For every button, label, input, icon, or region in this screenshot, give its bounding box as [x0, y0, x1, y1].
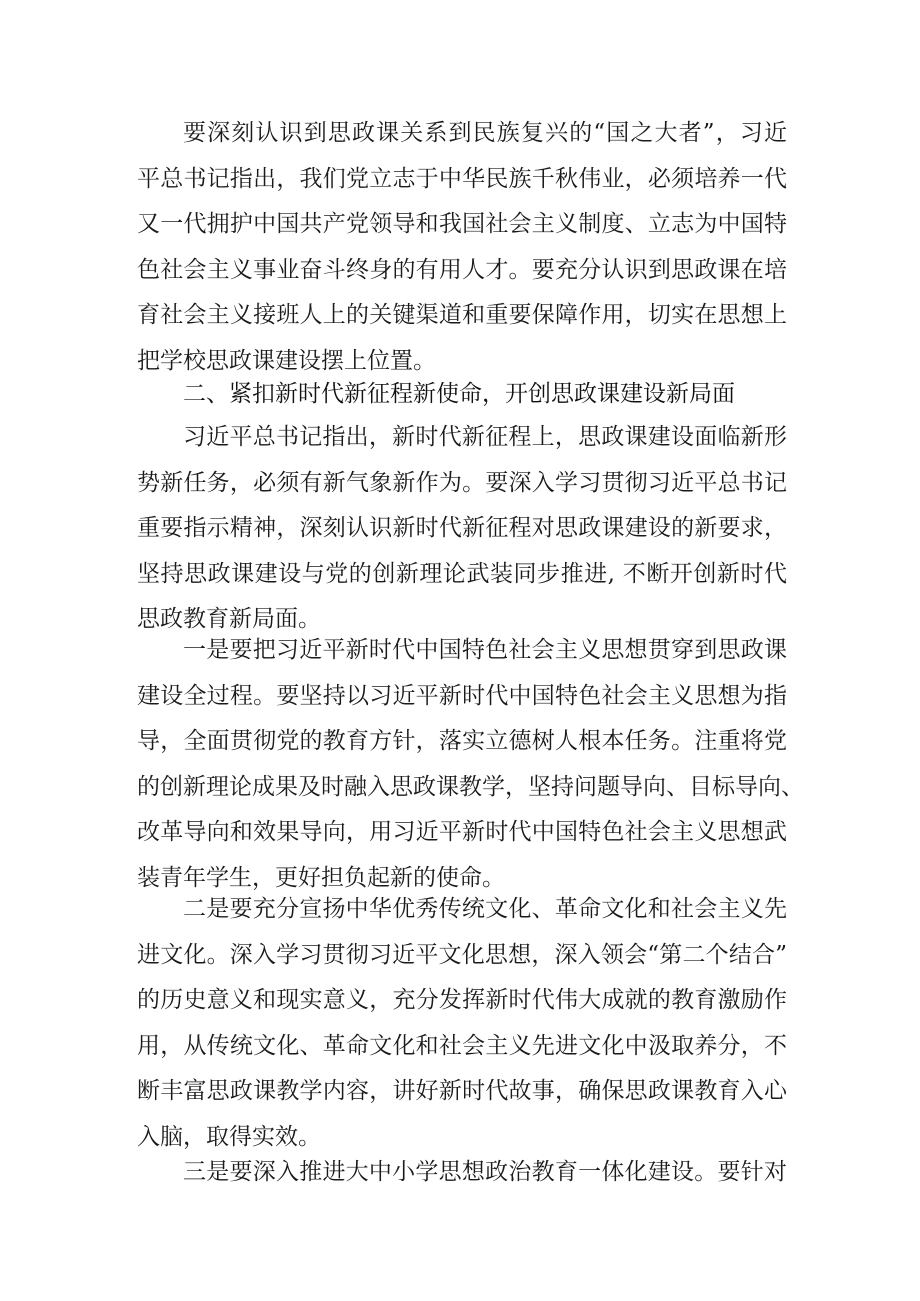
paragraph-line: 的历史意义和现实意义，充分发挥新时代伟大成就的教育激励作 [137, 987, 787, 1013]
paragraph-3 [137, 628, 804, 901]
paragraph-line: 断丰富思政课教学内容，讲好新时代故事，确保思政课教育入心 [137, 1078, 787, 1104]
paragraph-line: 又一代拥护中国共产党领导和我国社会主义制度、立志为中国特 [137, 211, 787, 237]
paragraph-line: 重要指示精神，深刻认识新时代新征程对思政课建设的新要求， [137, 515, 787, 541]
paragraph-line: 坚持思政课建设与党的创新理论武装同步推进, 不断开创新时代 [137, 560, 787, 587]
paragraph-5 [137, 1150, 787, 1196]
paragraph-line: 平总书记指出，我们党立志于中华民族千秋伟业，必须培养一代 [137, 165, 787, 192]
paragraph-2 [137, 415, 787, 643]
paragraph-line: 一是要把习近平新时代中国特色社会主义思想贯穿到思政课 [183, 637, 787, 663]
paragraph-line: 进文化。深入学习贯彻习近平文化思想，深入领会“第二个结合” [137, 941, 787, 968]
section-heading-2: 二、紧扣新时代新征程新使命，开创思政课建设新局面 [183, 381, 735, 407]
paragraph-line: 思政教育新局面。 [137, 606, 321, 632]
paragraph-line: 建设全过程。要坚持以习近平新时代中国特色社会主义思想为指 [137, 682, 787, 709]
paragraph-line: 用，从传统文化、革命文化和社会主义先进文化中汲取养分，不 [137, 1032, 787, 1059]
paragraph-line: 的创新理论成果及时融入思政课教学，坚持问题导向、目标导向、 [137, 773, 804, 800]
paragraph-line: 把学校思政课建设摆上位置。 [137, 347, 436, 374]
paragraph-4 [137, 887, 787, 1160]
paragraph-line: 育社会主义接班人上的关键渠道和重要保障作用，切实在思想上 [137, 302, 787, 328]
paragraph-line: 势新任务，必须有新气象新作为。要深入学习贯彻习近平总书记 [137, 469, 787, 496]
paragraph-1 [137, 111, 787, 384]
paragraph-line: 导，全面贯彻党的教育方针，落实立德树人根本任务。注重将党 [137, 728, 787, 754]
paragraph-line: 要深刻认识到思政课关系到民族复兴的“国之大者”，习近 [183, 120, 787, 146]
paragraph-line: 色社会主义事业奋斗终身的有用人才。要充分认识到思政课在培 [137, 256, 787, 283]
paragraph-line: 改革导向和效果导向，用习近平新时代中国特色社会主义思想武 [137, 819, 787, 845]
paragraph-line: 二是要充分宣扬中华优秀传统文化、革命文化和社会主义先 [183, 896, 787, 922]
paragraph-line: 入脑，取得实效。 [137, 1123, 321, 1150]
paragraph-line: 三是要深入推进大中小学思想政治教育一体化建设。要针对 [183, 1159, 787, 1185]
paragraph-line: 装青年学生，更好担负起新的使命。 [137, 864, 505, 891]
paragraph-line: 习近平总书记指出，新时代新征程上，思政课建设面临新形 [183, 424, 787, 450]
